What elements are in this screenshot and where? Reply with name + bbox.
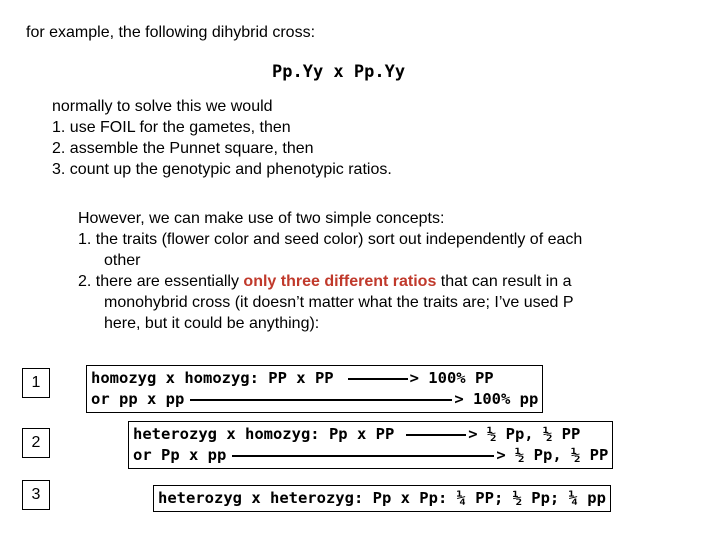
ratio-right: > 100% PP [409,369,494,387]
concept-2-cont: here, but it could be anything): [104,315,320,332]
ratio-line [91,368,538,389]
ratio-right: > ½ Pp, ½ PP [496,446,609,464]
concepts-lead: However, we can make use of two simple concepts: [78,210,445,227]
step-item: 1. use FOIL for the gametes, then [52,119,291,136]
ratio-box-1 [86,365,543,413]
ratio-number-box: 3 [22,480,50,510]
arrow-line [190,399,452,401]
ratio-right: > 100% pp [454,390,539,408]
step-item: 2. assemble the Punnet square, then [52,140,314,157]
steps-list [52,96,392,180]
intro-text: for example, the following dihybrid cross: [26,24,316,41]
concept-1: 1. the traits (flower color and seed color) sort out independently of each [78,231,583,248]
ratio-box-2 [128,421,613,469]
ratio-number-box: 1 [22,368,50,398]
ratio-line [133,424,608,445]
concept-2-post: that can result in a [436,273,572,290]
arrow-line [406,434,466,436]
arrow-line [348,378,408,380]
arrow-line [232,455,494,457]
step-item: 3. count up the genotypic and phenotypic ratios. [52,161,392,178]
ratio-line [91,389,538,410]
concept-2-highlight: only three different ratios [243,273,437,290]
ratio-left: or pp x pp [91,390,185,408]
concept-2-cont: monohybrid cross (it doesn’t matter what the traits are; I’ve used P [104,294,574,311]
concepts-list [78,208,582,334]
ratio-left: heterozyg x homozyg: Pp x PP [133,425,395,443]
ratio-left: homozyg x homozyg: PP x PP [91,369,334,387]
ratio-line: heterozyg x heterozyg: Pp x Pp: ¼ PP; ½ Pp; ¼ pp [158,489,606,507]
cross-formula: Pp.Yy x Pp.Yy [272,62,406,82]
steps-lead: normally to solve this we would [52,98,273,115]
ratio-right: > ½ Pp, ½ PP [468,425,581,443]
concept-1-cont: other [104,252,141,269]
ratio-number-box: 2 [22,428,50,458]
ratio-box-3 [153,485,611,512]
concept-2 [78,271,582,292]
ratio-left: or Pp x pp [133,446,227,464]
ratio-line [133,445,608,466]
concept-2-pre: 2. there are essentially [78,273,244,290]
